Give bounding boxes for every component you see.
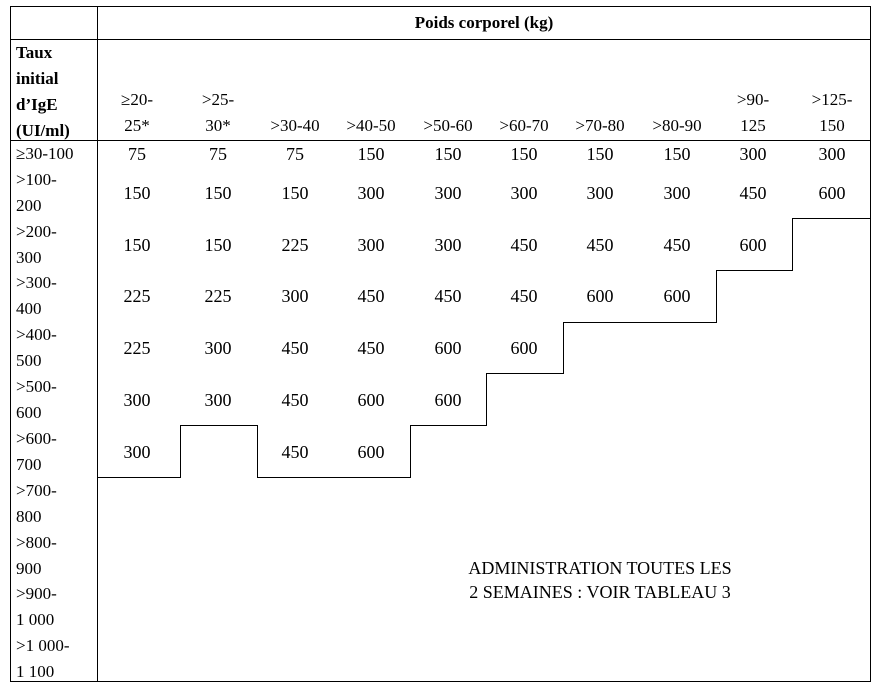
- staircase-line: [257, 477, 335, 478]
- table-cell: 450: [281, 338, 309, 358]
- row-label: 900: [16, 559, 42, 578]
- table-cell: 600: [357, 390, 385, 410]
- table-cell: 75: [209, 144, 227, 164]
- staircase-line: [563, 322, 640, 323]
- table-cell: 600: [434, 390, 462, 410]
- row-header-line: initial: [16, 69, 59, 88]
- table-cell: 300: [281, 286, 309, 306]
- table-cell: 450: [739, 183, 767, 203]
- table-cell: 600: [357, 442, 385, 462]
- staircase-line: [563, 322, 564, 374]
- table-cell: 150: [434, 144, 462, 164]
- table-cell: 300: [434, 235, 462, 255]
- table-cell: 75: [286, 144, 304, 164]
- table-cell: 150: [663, 144, 691, 164]
- table-cell: 600: [739, 235, 767, 255]
- row-label: ≥30-100: [16, 144, 74, 163]
- row-label: >300-: [16, 273, 57, 292]
- table-cell: 150: [510, 144, 538, 164]
- column-header: >80-90: [652, 116, 702, 135]
- row-label: 1 100: [16, 662, 55, 681]
- row-label: 400: [16, 299, 42, 318]
- staircase-line: [639, 322, 717, 323]
- table-cell: 225: [204, 286, 232, 306]
- table-cell: 450: [663, 235, 691, 255]
- column-header: >30-40: [270, 116, 320, 135]
- staircase-line: [792, 218, 793, 271]
- staircase-line: [98, 477, 181, 478]
- table-cell: 150: [586, 144, 614, 164]
- table-border-bottom: [10, 681, 871, 682]
- column-header: >125-: [811, 90, 853, 109]
- table-cell: 75: [128, 144, 146, 164]
- row-label: >700-: [16, 481, 57, 500]
- row-header-line: Taux: [16, 43, 53, 62]
- table-cell: 150: [281, 183, 309, 203]
- table-cell: 150: [123, 183, 151, 203]
- table-cell: 150: [357, 144, 385, 164]
- row-label: >900-: [16, 584, 57, 603]
- row-label: 600: [16, 403, 42, 422]
- column-header: >25-: [201, 90, 235, 109]
- table-cell: 600: [510, 338, 538, 358]
- row-label: 1 000: [16, 610, 55, 629]
- table-cell: 300: [434, 183, 462, 203]
- table-cell: 600: [586, 286, 614, 306]
- table-cell: 225: [123, 338, 151, 358]
- table-cell: 225: [281, 235, 309, 255]
- note-line: 2 SEMAINES : VOIR TABLEAU 3: [469, 582, 731, 602]
- column-header: >40-50: [346, 116, 396, 135]
- row-label: 800: [16, 507, 42, 526]
- row-label: >500-: [16, 377, 57, 396]
- row-header-cell: [16, 40, 96, 144]
- row-label: >1 000-: [16, 636, 70, 655]
- note-line: ADMINISTRATION TOUTES LES: [468, 558, 732, 578]
- staircase-line: [410, 425, 411, 478]
- table-cell: 150: [204, 183, 232, 203]
- row-label: >400-: [16, 325, 57, 344]
- staircase-line: [180, 425, 258, 426]
- row-label: >600-: [16, 429, 57, 448]
- column-group-title: Poids corporel (kg): [414, 13, 554, 32]
- table-cell: 450: [281, 390, 309, 410]
- row-label: 700: [16, 455, 42, 474]
- column-group-divider: [10, 39, 871, 40]
- table-cell: 450: [510, 286, 538, 306]
- table-cell: 300: [510, 183, 538, 203]
- table-cell: 300: [586, 183, 614, 203]
- staircase-line: [486, 373, 487, 426]
- table-cell: 300: [357, 235, 385, 255]
- staircase-line: [716, 270, 717, 323]
- column-header: 25*: [124, 116, 150, 135]
- row-label: >800-: [16, 533, 57, 552]
- table-cell: 300: [818, 144, 846, 164]
- column-header: >50-60: [423, 116, 473, 135]
- table-cell: 450: [586, 235, 614, 255]
- table-cell: 150: [204, 235, 232, 255]
- table-cell: 450: [357, 286, 385, 306]
- row-label: 200: [16, 196, 42, 215]
- staircase-line: [486, 373, 564, 374]
- table-cell: 600: [434, 338, 462, 358]
- table-cell: 600: [818, 183, 846, 203]
- column-header: 125: [740, 116, 766, 135]
- table-border-top: [10, 6, 871, 7]
- column-header: >70-80: [575, 116, 625, 135]
- staircase-line: [180, 425, 181, 478]
- table-cell: 450: [357, 338, 385, 358]
- table-cell: 300: [663, 183, 691, 203]
- table-cell: 300: [739, 144, 767, 164]
- table-cell: 450: [281, 442, 309, 462]
- staircase-line: [792, 218, 871, 219]
- table-cell: 300: [204, 390, 232, 410]
- table-cell: 225: [123, 286, 151, 306]
- staircase-line: [716, 270, 793, 271]
- table-cell: 450: [510, 235, 538, 255]
- table-cell: 150: [123, 235, 151, 255]
- column-header: 150: [819, 116, 845, 135]
- table-cell: 450: [434, 286, 462, 306]
- administration-note: [400, 556, 800, 604]
- row-label: >200-: [16, 222, 57, 241]
- row-label: 300: [16, 248, 42, 267]
- table-cell: 300: [123, 442, 151, 462]
- table-cell: 600: [663, 286, 691, 306]
- staircase-line: [257, 425, 258, 478]
- row-label: 500: [16, 351, 42, 370]
- column-header: >60-70: [499, 116, 549, 135]
- table-border-left: [10, 6, 11, 682]
- table-cell: 300: [357, 183, 385, 203]
- table-cell: 300: [123, 390, 151, 410]
- staircase-line: [410, 425, 487, 426]
- column-header: ≥20-: [121, 90, 153, 109]
- column-header: 30*: [205, 116, 231, 135]
- table-cell: 300: [204, 338, 232, 358]
- row-header-line: d’IgE: [16, 95, 58, 114]
- column-header: >90-: [736, 90, 770, 109]
- staircase-line: [334, 477, 411, 478]
- row-header-line: (UI/ml): [16, 121, 70, 140]
- row-label: >100-: [16, 170, 57, 189]
